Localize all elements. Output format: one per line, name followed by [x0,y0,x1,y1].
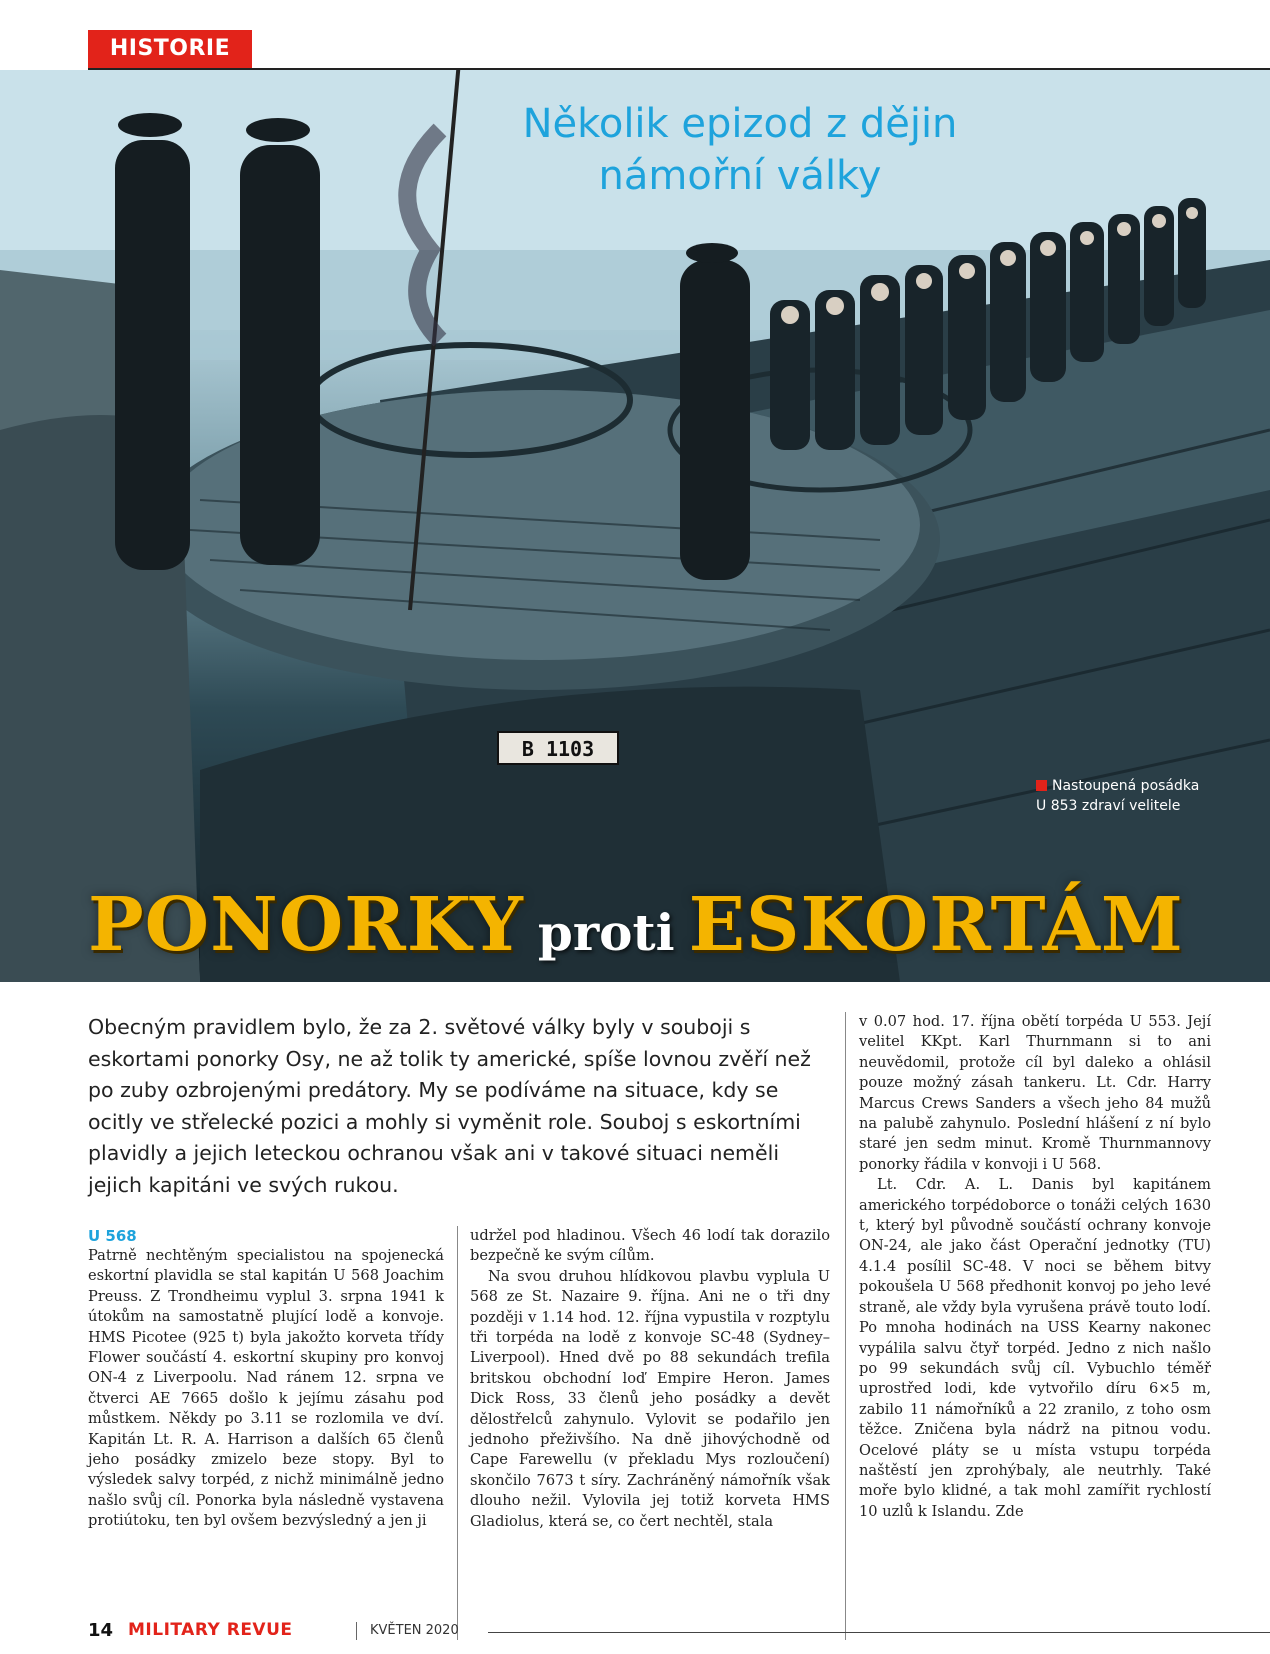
paragraph: udržel pod hladinou. Všech 46 lodí tak dorazilo bezpečně ke svým cílům. [470,1227,830,1265]
lead-paragraph: Obecným pravidlem bylo, že za 2. světové války byly v souboji s eskortami ponorky Osy, ne až tolik ty americké, spíše lovnou zvěří než po zuby ozbrojenými predátory. My se podíváme na situace, kdy se ocitly ve střelecké pozici a mohly si vyměnit role. Souboj s eskortními plavidly a jejich leteckou ochranou však ani v takové situaci neměli jejich kapitáni ve svých rukou. [88,1015,811,1197]
caption-line-2: U 853 zdraví velitele [1036,798,1181,814]
title-word-3: ESKORTÁM [688,882,1184,968]
title-word-2: proti [537,903,675,962]
article-column-2 [470,1226,830,1532]
hero-photo [0,70,1270,982]
magazine-logo: MILITARY REVUE [128,1620,293,1640]
title-word-1: PONORKY [88,882,524,968]
article-column-3 [859,1012,1211,1522]
footer-rule [488,1632,1270,1633]
footer-separator [356,1622,357,1640]
column-divider-2 [845,1012,846,1640]
paragraph: v 0.07 hod. 17. října obětí torpéda U 553. Její velitel KKpt. Karl Thurnmann si to ani neuvědomil, protože cíl byl daleko a ohlásil pouze možný zásah tankeru. Lt. Cdr. Harry Marcus Crews Sanders a všech jeho 84 mužů na palubě zahynulo. Poslední hlášení z ní bylo staré jen sedm minut. Kromě Thurnmannovy ponorky řádila v konvoji i U 568. [859,1013,1211,1173]
section-heading: U 568 [88,1227,137,1245]
submarine-photo-illustration [0,70,1270,982]
caption-marker-icon [1036,780,1047,791]
issue-date: KVĚTEN 2020 [370,1623,459,1638]
paragraph: Lt. Cdr. A. L. Danis byl kapitánem amerického torpédoborce o tonáži celých 1630 t, který byl původně součástí ochrany konvoje ON-24, ale jako část Operační jednotky (TU) 4.1.4 posílil SC-48. V noci se během bitvy pokoušela U 568 předhonit konvoj po jeho levé straně, ale vždy byla vyrušena právě touto lodí. Po mnoha hodinách na USS Kearny nakonec vypálila salvu čtyř torpéd. Jedno z nich našlo po 99 sekundách svůj cíl. Vybuchlo téměř uprostřed lodi, kde vytvořilo díru 6×5 m, zabilo 11 námořníků a 22 zranilo, z toho osm těžce. Zničena byla nádrž na pitnou vodu. Ocelové pláty se u místa vstupu torpéda naštěstí jen zprohýbaly, ale neutrhly. Také moře bylo klidné, a tak mohl zamířit rychlostí 10 uzlů k Islandu. Zde [859,1176,1211,1520]
page-number: 14 [88,1620,114,1641]
hull-plate-text: B 1103 [521,737,595,761]
article-column-1 [88,1226,444,1532]
caption-line-1: Nastoupená posádka [1052,778,1200,794]
paragraph: Na svou druhou hlídkovou plavbu vyplula U 568 ze St. Nazaire 9. října. Ani ne o tři dny později v 1.14 hod. 12. října vypustila v rozptylu tři torpéda na lodě z konvoje SC-48 (Sydney–Liverpool). Hned dvě po 88 sekundách trefila britskou obchodní loď Empire Heron. James Dick Ross, 33 členů jeho posádky a devět dělostřelců zahynulo. Vylovit se podařilo jen jednoho přeživšího. Na dně jihovýchodně od Cape Farewellu (v překladu Mys rozloučení) skončilo 7673 t síry. Zachráněný námořník však dlouho nežil. Vylovila jej totiž korveta HMS Gladiolus, která se, co čert nechtěl, stala [470,1267,830,1530]
page-footer [88,1620,1270,1646]
photo-caption [1036,776,1236,816]
section-tag: HISTORIE [88,30,252,68]
column-divider-1 [457,1226,458,1640]
subtitle-line-2: námořní války [598,153,882,199]
main-title [88,882,1218,982]
subtitle [430,98,1050,202]
subtitle-line-1: Několik epizod z dějin [522,101,958,147]
paragraph: Patrně nechtěným specialistou na spojenecká eskortní plavidla se stal kapitán U 568 Joachim Preuss. Z Trondheimu vyplul 3. srpna 1941 k útokům na samostatně plující lodě a konvoje. HMS Picotee (925 t) byla jakožto korveta třídy Flower součástí 4. eskortní skupiny pro konvoj ON-4 z Liverpoolu. Nad ránem 12. srpna ve čtverci AE 7665 došlo k jejímu zásahu pod můstkem. Někdy po 3.11 se rozlomila ve dví. Kapitán Lt. R. A. Harrison a dalších 65 členů jeho posádky zmizelo beze stopy. Byl to výsledek salvy torpéd, z nichž minimálně jedno našlo svůj cíl. Ponorka byla následně vystavena protiútoku, ten byl ovšem bezvýsledný a jen ji [88,1247,444,1530]
